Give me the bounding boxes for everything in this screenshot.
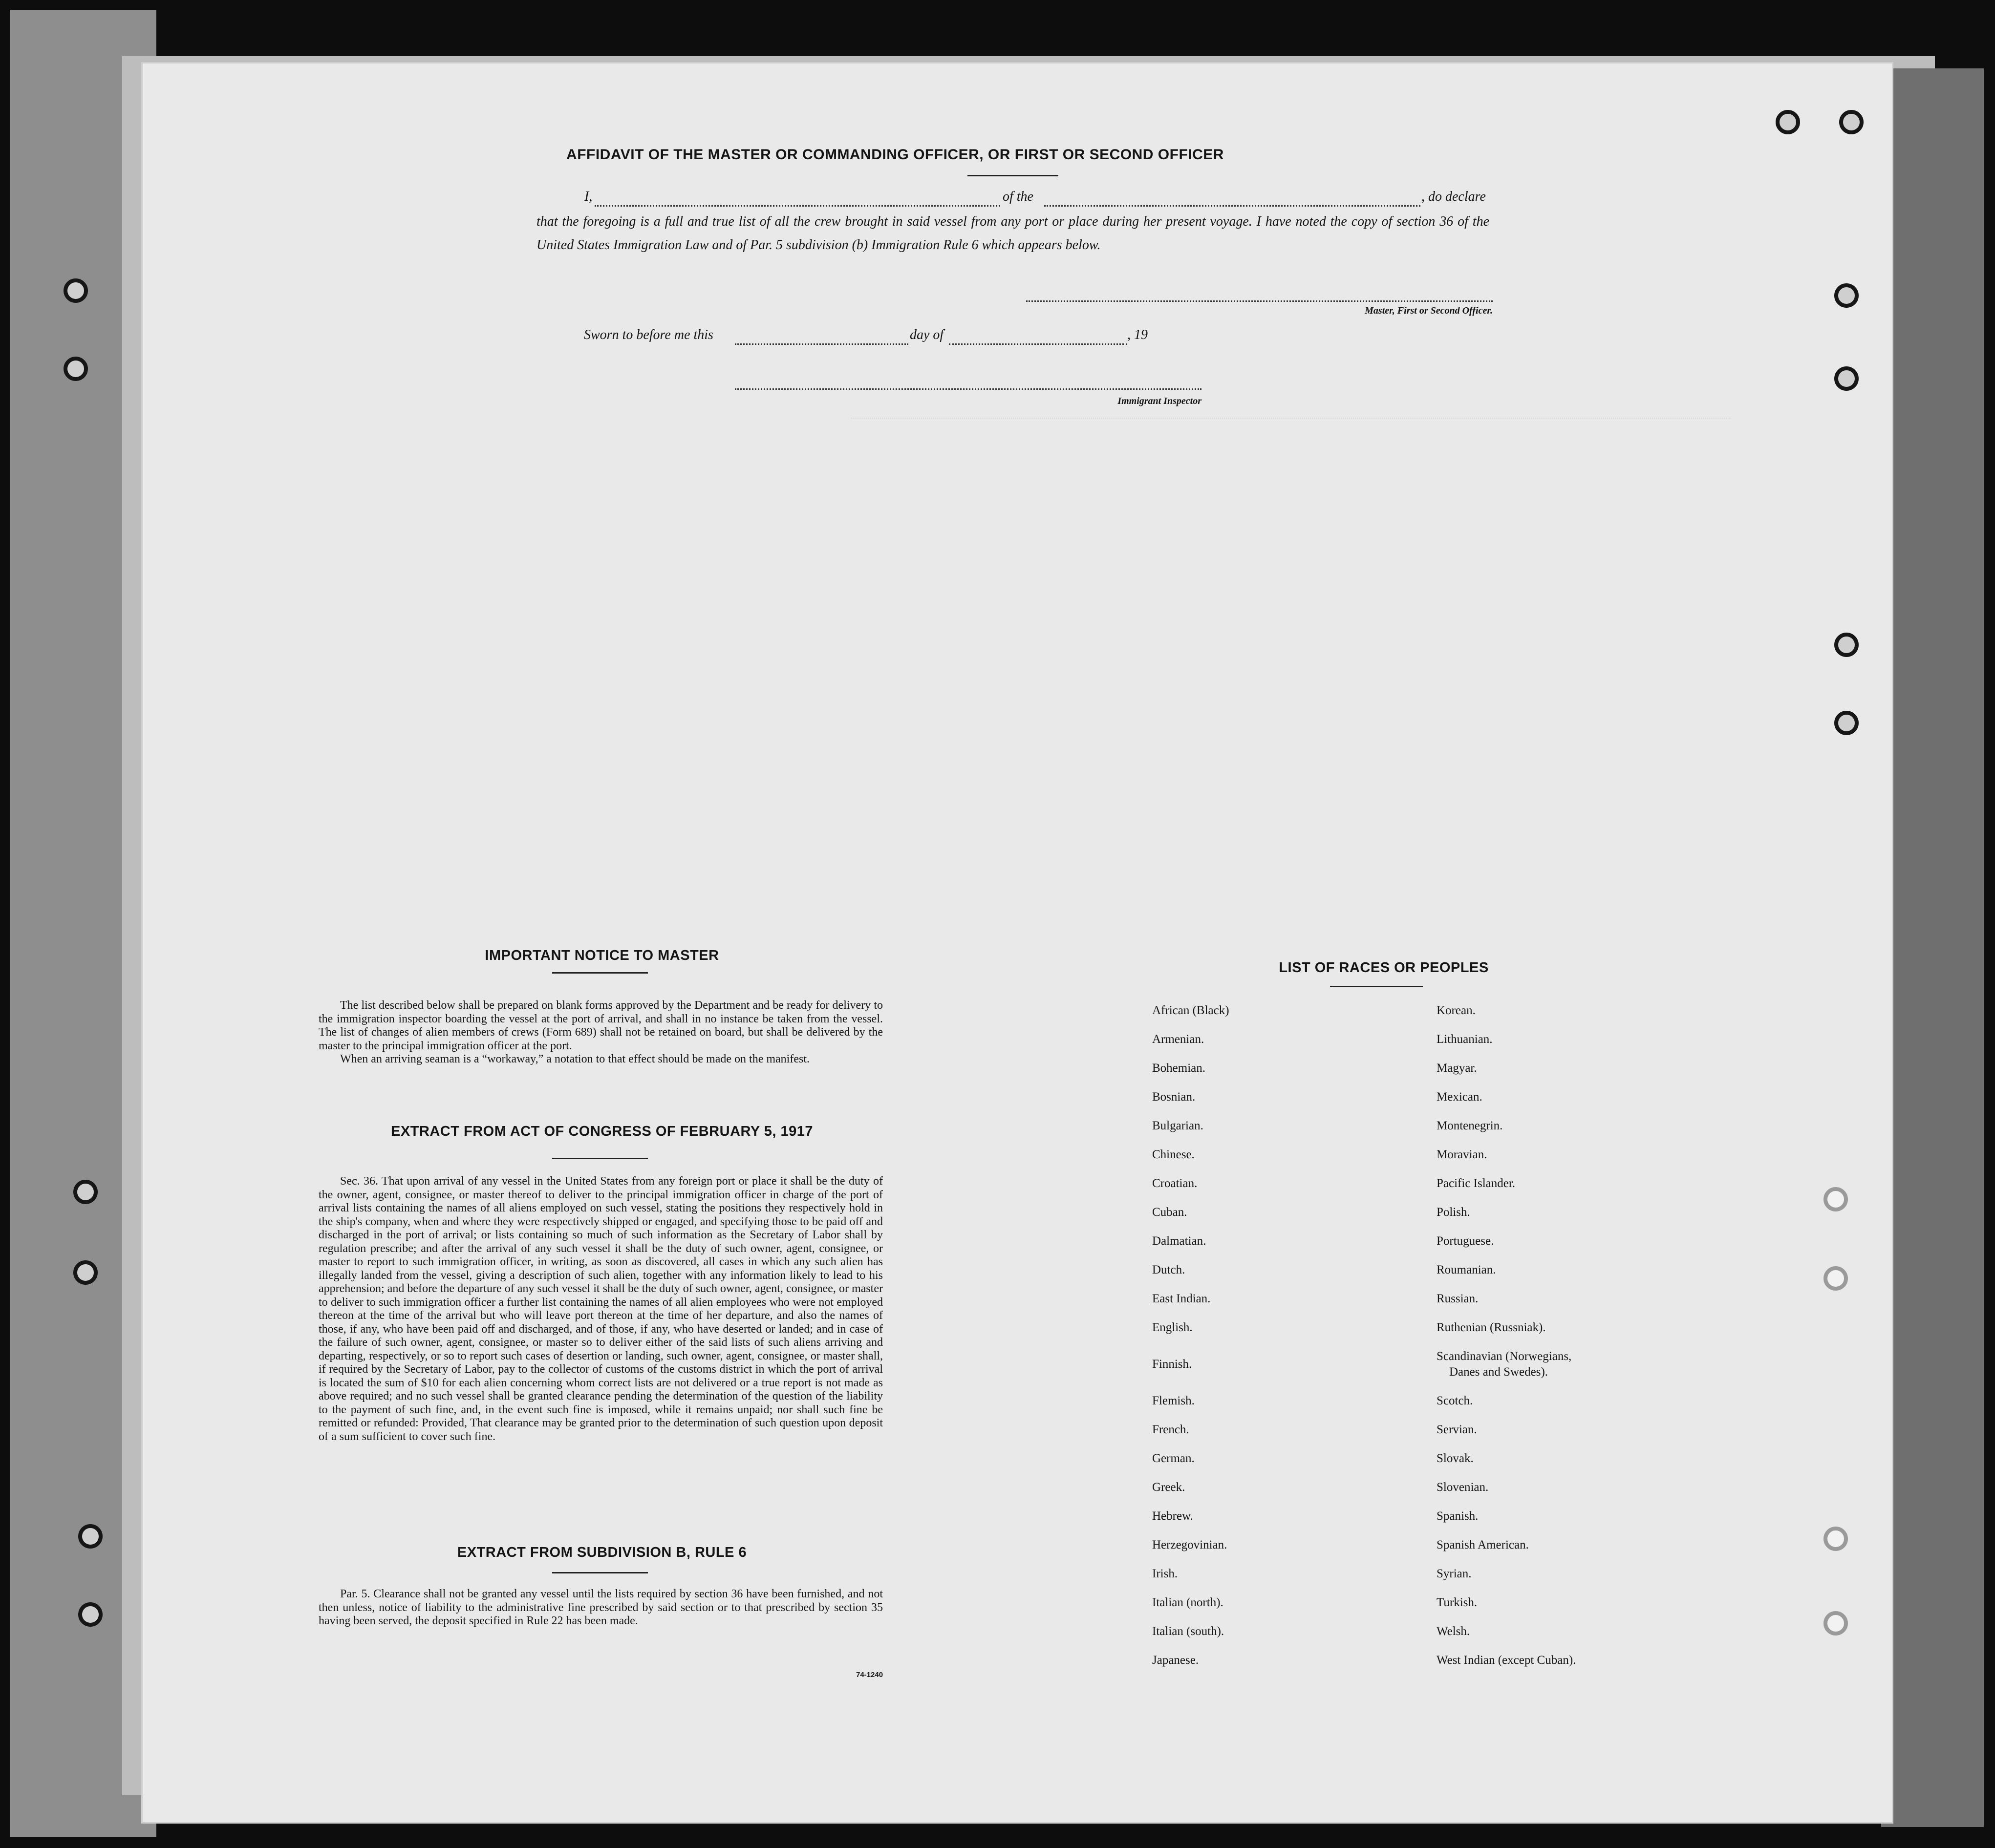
race-item: Hebrew.	[1152, 1509, 1193, 1523]
race-item: Dalmatian.	[1152, 1234, 1206, 1248]
race-item: Irish.	[1152, 1567, 1178, 1580]
inspector-signature-line[interactable]	[735, 388, 1201, 390]
race-item: Slovak.	[1437, 1452, 1474, 1465]
extract-rule-title: EXTRACT FROM SUBDIVISION B, RULE 6	[457, 1545, 747, 1560]
race-item: German.	[1152, 1452, 1195, 1465]
race-item: Welsh.	[1437, 1625, 1470, 1638]
race-item: Greek.	[1152, 1481, 1185, 1494]
race-item: African (Black)	[1152, 1004, 1229, 1017]
race-item: French.	[1152, 1423, 1189, 1436]
race-item: Ruthenian (Russniak).	[1437, 1321, 1546, 1334]
race-item: Mexican.	[1437, 1090, 1482, 1104]
extract-act-title: EXTRACT FROM ACT OF CONGRESS OF FEBRUARY 5, 1917	[390, 1124, 814, 1139]
binder-hole-icon	[1839, 110, 1864, 134]
notice-paragraph: The list described below shall be prepared on blank forms approved by the Department and be ready for delivery to the immigration inspector boarding the vessel at the port of arrival, and shall in no instance be taken from the vessel. The list of changes of alien members of crews (Form 689) shall not be retained on board, but shall be delivered by the master to the principal immigration officer at the port.	[319, 999, 883, 1052]
race-item: Lithuanian.	[1437, 1033, 1493, 1046]
race-item: Portuguese.	[1437, 1234, 1494, 1248]
race-item: Korean.	[1437, 1004, 1476, 1017]
name-blank[interactable]	[595, 205, 1000, 207]
binder-hole-icon	[73, 1180, 98, 1204]
race-item: Moravian.	[1437, 1148, 1487, 1161]
binder-hole-icon	[1823, 1266, 1848, 1291]
races-title: LIST OF RACES OR PEOPLES	[1279, 960, 1489, 976]
race-item: Bosnian.	[1152, 1090, 1196, 1104]
race-item: Bohemian.	[1152, 1062, 1206, 1075]
affidavit-declare-label: , do declare	[1421, 189, 1486, 204]
race-item: Herzegovinian.	[1152, 1538, 1227, 1551]
affidavit-i-label: I,	[584, 189, 593, 204]
sworn-day-blank[interactable]	[735, 343, 908, 345]
extract-act-text: Sec. 36. That upon arrival of any vessel in the United States from any foreign port or place it shall be the duty of the owner, agent, consignee, or master thereof to deliver to the principal immigration officer in charge of the port of arrival lists containing the names of all aliens employed on such vessel, stating the positions they respectively hold in the ship's company, when and where they were respectively shipped or engaged, and specifying those to be paid off and discharged in the port of arrival; or lists containing so much of such information as the Secretary of Labor shall by regulation prescribe; and after the arrival of any such vessel it shall be the duty of such owner, agent, consignee, or master to report to such immigration officer, in writing, as soon as discovered, all cases in which any such alien has illegally landed from the vessel, giving a description of such alien, together with any information likely to lead to his apprehension; and before the departure of any such vessel it shall be the duty of such owner, agent, consignee, or master to deliver to such immigration officer a further list containing the names of all alien employees who were not employed thereon at the time of the arrival but who will leave port thereon at the time of her departure, and also the names of those, if any, who have been paid off and discharged, and of those, if any, who have deserted or landed; and in case of the failure of such owner, agent, consignee, or master so to deliver either of the said lists of such aliens arriving and departing, respectively, or so to report such cases of desertion or landing, such owner, agent, consignee, or master shall, if required by the Secretary of Labor, pay to the collector of customs of the customs district in which the port of arrival is located the sum of $10 for each alien concerning whom correct lists are not delivered or a true report is not made as above required; and no such vessel shall be granted clearance pending the determination of the question of the liability to the payment of such fine, and, in the event such fine is imposed, while it remains unpaid; nor shall such fine be remitted or refunded: Provided, That clearance may be granted prior to the determination of such question upon deposit of a sum sufficient to cover such fine.	[319, 1175, 883, 1443]
binder-hole-icon	[1823, 1611, 1848, 1636]
race-item: Pacific Islander.	[1437, 1177, 1516, 1190]
divider	[552, 1158, 648, 1159]
year-label: , 19	[1127, 327, 1148, 342]
day-of-label: day of	[910, 327, 944, 342]
race-item: Turkish.	[1437, 1596, 1478, 1609]
race-item: Roumanian.	[1437, 1263, 1496, 1276]
form-number: 74-1240	[856, 1671, 883, 1679]
race-item: Finnish.	[1152, 1358, 1192, 1371]
extract-rule-body	[319, 1588, 883, 1628]
binder-hole-icon	[1823, 1187, 1848, 1211]
affidavit-body: that the foregoing is a full and true list of all the crew brought in said vessel from any port or place during her present voyage. I have noted the copy of section 36 of the United States Immigration Law and of Par. 5 subdivision (b) Immigration Rule 6 which appears below.	[536, 214, 1489, 253]
right-page-edge	[1881, 68, 1984, 1827]
races-right-column	[1437, 1004, 1576, 1682]
manifest-page	[143, 64, 1892, 1822]
binder-hole-icon	[1834, 711, 1859, 735]
race-item: Russian.	[1437, 1292, 1479, 1305]
binder-hole-icon	[1834, 283, 1859, 308]
race-item: Scotch.	[1437, 1394, 1473, 1407]
divider	[552, 972, 648, 974]
race-item: Spanish.	[1437, 1509, 1479, 1523]
bleed-through	[851, 418, 1731, 1054]
race-item: Cuban.	[1152, 1206, 1187, 1219]
race-item: Italian (north).	[1152, 1596, 1223, 1609]
race-item: Flemish.	[1152, 1394, 1195, 1407]
race-item: Danes and Swedes).	[1449, 1365, 1548, 1379]
binder-hole-icon	[78, 1602, 103, 1627]
race-item: Slovenian.	[1437, 1481, 1489, 1494]
race-item: East Indian.	[1152, 1292, 1211, 1305]
race-item: Dutch.	[1152, 1263, 1185, 1276]
binder-hole-icon	[1834, 633, 1859, 657]
binder-hole-icon	[1776, 110, 1800, 134]
sworn-month-blank[interactable]	[949, 343, 1127, 345]
binder-hole-icon	[73, 1260, 98, 1285]
binder-hole-icon	[64, 357, 88, 381]
race-item: Croatian.	[1152, 1177, 1198, 1190]
race-item: Montenegrin.	[1437, 1119, 1503, 1132]
race-item: Bulgarian.	[1152, 1119, 1203, 1132]
notice-body	[319, 999, 883, 1066]
binder-hole-icon	[1823, 1527, 1848, 1551]
divider	[1330, 986, 1423, 987]
race-item: Spanish American.	[1437, 1538, 1529, 1551]
binder-hole-icon	[78, 1524, 103, 1549]
race-item: Syrian.	[1437, 1567, 1472, 1580]
race-item: Japanese.	[1152, 1654, 1199, 1667]
race-item: West Indian (except Cuban).	[1437, 1654, 1576, 1667]
race-item: Polish.	[1437, 1206, 1470, 1219]
affidavit-title: AFFIDAVIT OF THE MASTER OR COMMANDING OFFICER, OR FIRST OR SECOND OFFICER	[566, 147, 1224, 163]
race-item: Armenian.	[1152, 1033, 1204, 1046]
affidavit-of-the-label: of the	[1003, 189, 1033, 204]
binder-hole-icon	[1834, 366, 1859, 391]
extract-act-body	[319, 1175, 883, 1444]
divider	[552, 1572, 648, 1573]
inspector-label: Immigrant Inspector	[1117, 396, 1201, 406]
race-item: English.	[1152, 1321, 1193, 1334]
extract-rule-text: Par. 5. Clearance shall not be granted any vessel until the lists required by section 36 have been furnished, and not then unless, notice of liability to the administrative fine prescribed by said section or to that prescribed by section 35 having been served, the deposit specified in Rule 22 has been made.	[319, 1588, 883, 1627]
notice-title: IMPORTANT NOTICE TO MASTER	[485, 948, 719, 963]
master-label: Master, First or Second Officer.	[1365, 305, 1493, 316]
sworn-label: Sworn to before me this	[584, 327, 713, 342]
race-item: Chinese.	[1152, 1148, 1195, 1161]
race-item: Italian (south).	[1152, 1625, 1224, 1638]
races-left-column	[1152, 1004, 1229, 1682]
divider	[967, 175, 1058, 176]
race-item: Magyar.	[1437, 1062, 1477, 1075]
notice-paragraph: When an arriving seaman is a “workaway,” a notation to that effect should be made on the manifest.	[340, 1053, 810, 1065]
race-item: Scandinavian (Norwegians,	[1437, 1350, 1572, 1363]
binder-hole-icon	[64, 278, 88, 303]
vessel-blank[interactable]	[1044, 205, 1420, 207]
master-signature-line[interactable]	[1026, 300, 1493, 302]
race-item: Servian.	[1437, 1423, 1477, 1436]
